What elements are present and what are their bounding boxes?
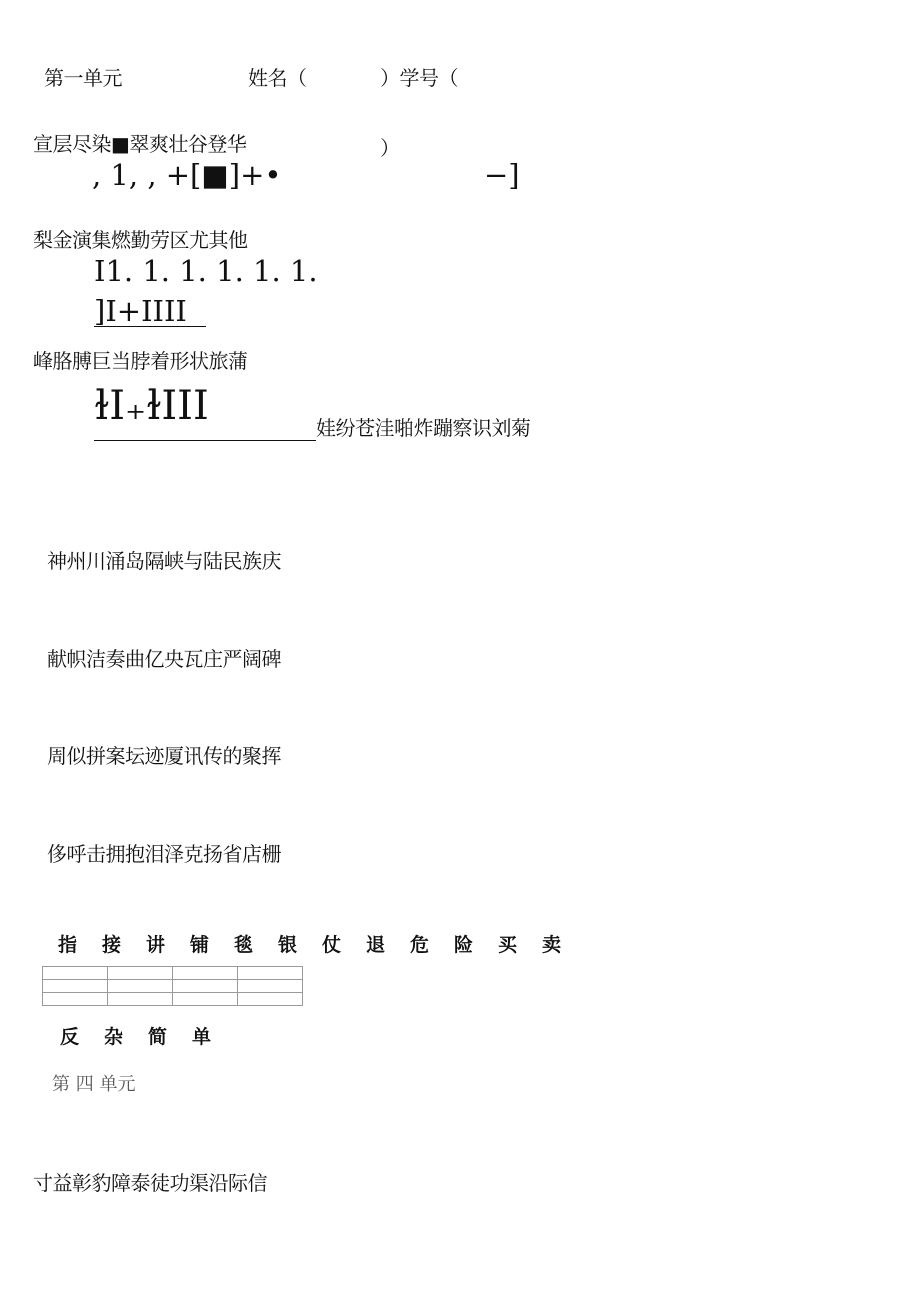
char: 讲 <box>146 934 166 956</box>
char: 卖 <box>542 934 562 956</box>
underline <box>94 326 206 327</box>
char: 单 <box>192 1026 212 1048</box>
char: 铺 <box>190 934 210 956</box>
pinyin-blanks-2b: ]I+IIII <box>94 294 187 328</box>
character-line-4: 神州川涌岛隔峡与陆民族庆 <box>47 549 281 573</box>
character-line-3b: 娃纷苍洼啪炸蹦察识刘菊 <box>316 416 531 440</box>
unit-4-title: 第 四 单元 <box>52 1074 136 1095</box>
pinyin-blanks-1-end: −] <box>484 158 520 192</box>
pinyin-blanks-2a: I1. 1. 1. 1. 1. 1. <box>94 254 318 288</box>
char: 指 <box>58 934 78 956</box>
pinyin-blanks-1: , 1, , +[■]+• <box>92 158 282 192</box>
close-paren: ） <box>380 136 400 160</box>
char: 毯 <box>234 934 254 956</box>
char: 退 <box>366 934 386 956</box>
character-line-3: 峰胳膊巨当脖着形状旅蒲 <box>33 349 248 373</box>
pinyin-blanks-3: ɫI₊ɫIII <box>94 383 209 429</box>
char: 危 <box>410 934 430 956</box>
student-id-label: ）学号（ <box>380 66 458 90</box>
character-line-7: 侈呼击拥抱泪泽克扬省店栅 <box>47 842 281 866</box>
char: 接 <box>102 934 122 956</box>
char: 买 <box>498 934 518 956</box>
char: 简 <box>148 1026 168 1048</box>
character-line-1: 宣层尽染■翠爽壮谷登华 <box>33 132 247 156</box>
unit-title: 第一单元 <box>44 66 122 90</box>
name-label: 姓名（ <box>248 66 307 90</box>
char: 仗 <box>322 934 342 956</box>
underline <box>94 440 316 441</box>
character-line-2: 梨金演集燃勤劳区尤其他 <box>33 228 248 252</box>
writing-grid <box>42 966 303 1006</box>
char: 杂 <box>104 1026 124 1048</box>
char: 险 <box>454 934 474 956</box>
character-line-5: 献帜洁奏曲亿央瓦庄严阔碑 <box>47 647 281 671</box>
character-line-8: 寸益彰豹障泰徒功渠沿际信 <box>33 1171 267 1195</box>
char: 反 <box>60 1026 80 1048</box>
character-line-6: 周似拼案坛迹厦讯传的聚挥 <box>47 744 281 768</box>
char: 银 <box>278 934 298 956</box>
